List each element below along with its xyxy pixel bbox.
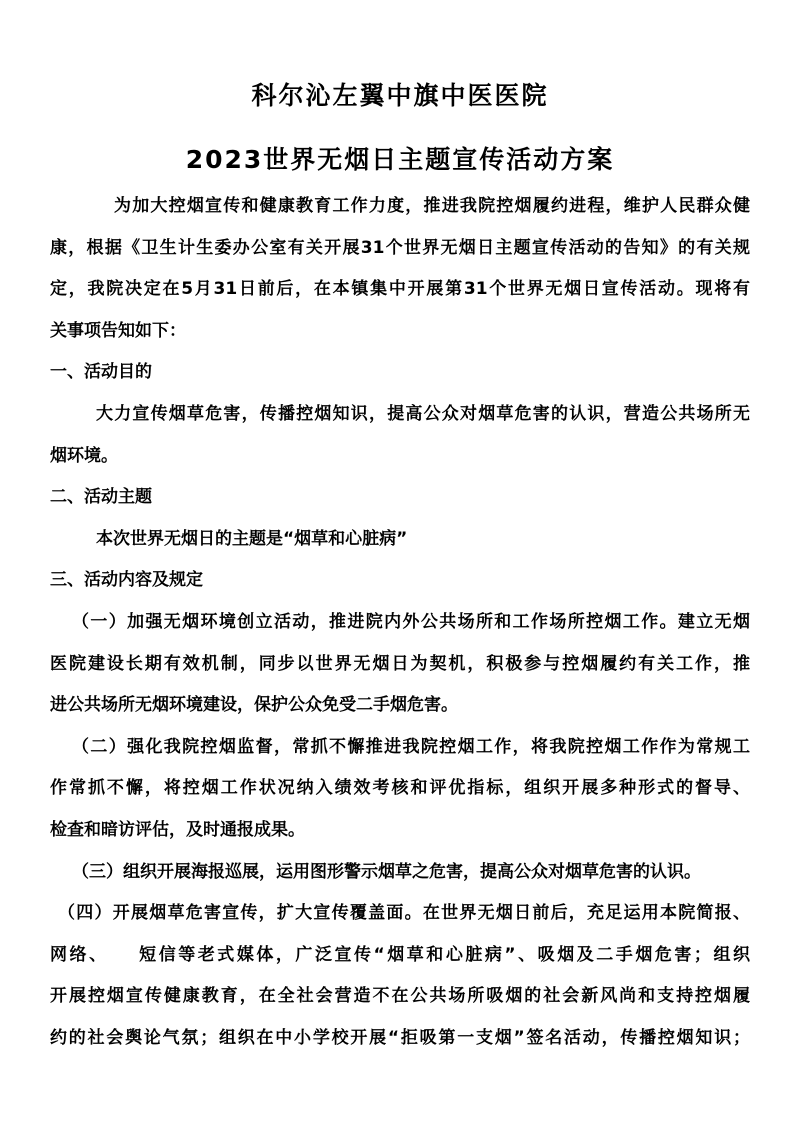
text-line: （二）强化我院控烟监督，常抓不懈推进我院控烟工作，将我院控烟工作作为常规工: [72, 736, 750, 757]
text-line: （三）组织开展海报巡展，运用图形警示烟草之危害，提高公众对烟草危害的认识。: [72, 861, 701, 882]
text-line: 开展控烟宣传健康教育，在全社会营造不在公共场所吸烟的社会新风尚和支持控烟履: [50, 986, 750, 1007]
text-line: （一）加强无烟环境创立活动，推进院内外公共场所和工作场所控烟工作。建立无烟: [72, 611, 750, 632]
section-heading-content: 三、活动内容及规定: [50, 570, 203, 591]
section-heading-theme: 二、活动主题: [50, 487, 152, 508]
content-item-3: [50, 852, 750, 894]
text-line: 检查和暗访评估，及时通报成果。: [50, 819, 305, 840]
text-line: 约的社会舆论气氛；组织在中小学校开展“拒吸第一支烟”签名活动，传播控烟知识；: [50, 1027, 750, 1048]
document-title-hospital: 科尔沁左翼中旗中医医院: [251, 81, 549, 110]
text-line: 定，我院决定在5月31日前后，在本镇集中开展第31个世界无烟日宣传活动。现将有: [50, 279, 750, 300]
document-title-plan: 2023世界无烟日主题宣传活动方案: [185, 145, 615, 174]
text-line: 进公共场所无烟环境建设，保护公众免受二手烟危害。: [50, 695, 458, 716]
content-item-2: [50, 727, 750, 852]
text-line: （四）开展烟草危害宣传，扩大宣传覆盖面。在世界无烟日前后，充足运用本院简报、: [58, 903, 750, 924]
content-item-4: [50, 893, 750, 1059]
text-line: 大力宣传烟草危害，传播控烟知识，提高公众对烟草危害的认识，营造公共场所无: [96, 403, 750, 424]
text-line: 康，根据《卫生计生委办公室有关开展31个世界无烟日主题宣传活动的告知》的有关规: [50, 237, 750, 258]
text-line: 网络、 短信等老式媒体，广泛宣传“烟草和心脏病”、吸烟及二手烟危害；组织: [50, 944, 750, 965]
text-line: 为加大控烟宣传和健康教育工作力度，推进我院控烟履约进程，维护人民群众健: [114, 196, 750, 216]
text-line: 医院建设长期有效机制，同步以世界无烟日为契机，积极参与控烟履约有关工作，推: [50, 653, 750, 674]
document-body: [50, 186, 750, 1059]
section-heading-purpose: 一、活动目的: [50, 362, 152, 383]
text-line: 烟环境。: [50, 445, 118, 466]
text-line: 关事项告知如下：: [50, 320, 186, 341]
text-line: 本次世界无烟日的主题是“烟草和心脏病”: [96, 528, 408, 549]
content-item-1: [50, 602, 750, 727]
intro-paragraph: [50, 186, 750, 352]
purpose-paragraph: [50, 394, 750, 477]
theme-paragraph: [50, 519, 750, 561]
text-line: 作常抓不懈，将控烟工作状况纳入绩效考核和评优指标，组织开展多种形式的督导、: [50, 778, 750, 799]
